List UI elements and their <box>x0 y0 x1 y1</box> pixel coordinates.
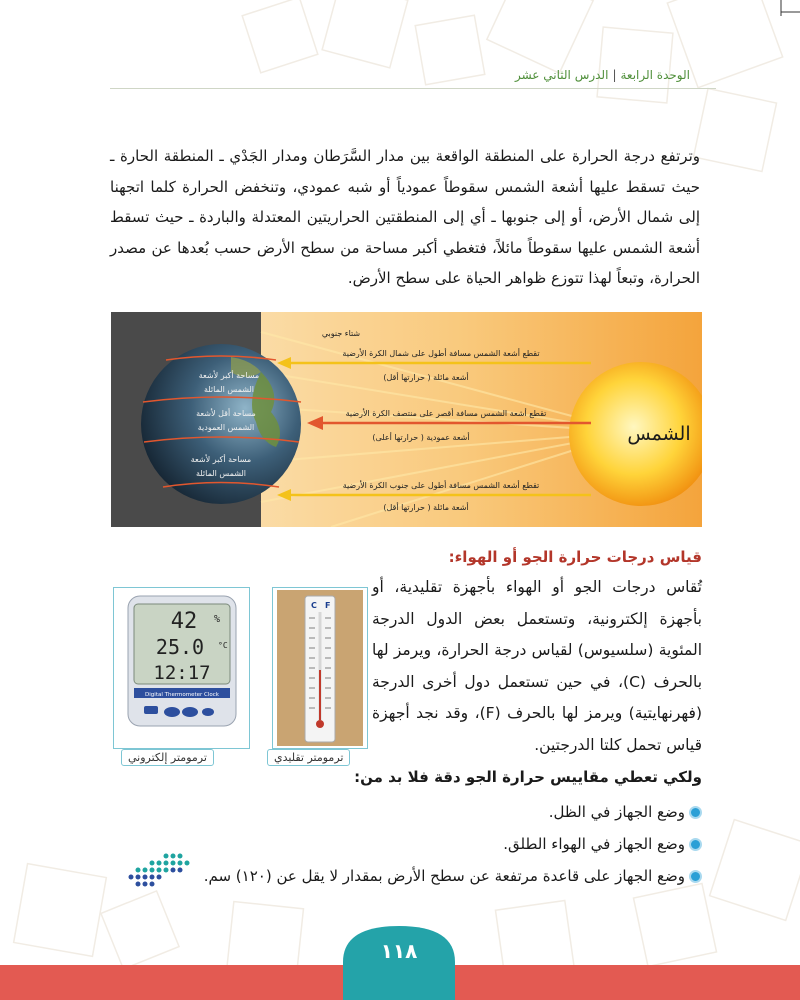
earth-south-label-2: الشمس المائلة <box>195 469 247 478</box>
list-item <box>204 860 702 892</box>
digital-thermometer-photo <box>113 587 250 749</box>
header-lesson: الدرس الثاني عشر <box>514 68 609 82</box>
accuracy-title: ولكي تعطي مقاييس حرارة الجو دقة فلا بد من: <box>354 768 702 786</box>
list-item-text: وضع الجهاز في الظل. <box>548 803 685 821</box>
corner-crop-mark <box>778 0 800 16</box>
analog-thermometer-caption: ترمومتر تقليدي <box>267 749 350 766</box>
header-unit: الوحدة الرابعة <box>620 68 690 82</box>
section-title: قياس درجات حرارة الجو أو الهواء: <box>448 548 702 566</box>
display-temp: 25.0 <box>155 635 205 659</box>
page-number-badge <box>343 926 455 1000</box>
earth-south-label-1: مساحة أكبر لأشعة <box>190 455 252 464</box>
digital-thermometer-caption: ترمومتر إلكتروني <box>121 749 214 766</box>
scale-f: F <box>325 601 331 610</box>
header-separator: | <box>612 68 617 82</box>
display-temp-unit: °C <box>218 641 228 650</box>
bullet-icon <box>689 870 702 883</box>
analog-thermometer-photo <box>272 587 368 749</box>
scale-c: C <box>311 601 317 610</box>
ministry-logo <box>126 852 196 888</box>
bullet-icon <box>689 806 702 819</box>
earth-north-label-1: مساحة أكبر لأشعة <box>198 371 260 380</box>
section-body: تُقاس درجات الجو أو الهواء بأجهزة تقليدية، أو بأجهزة إلكترونية، وتستعمل بعض الدول الدرجة المئوية (سلسيوس) لقياس درجة الحرارة، ويرمز لها بالحرف (C)، في حين تستعمل دول أخرى الدرجة (فهرنهايتية) ويرمز لها بالحرف (F)، وقد نجد أجهزة قياس تحمل كلتا الدرجتين. <box>372 578 703 754</box>
display-humidity: 42 <box>170 609 198 634</box>
device-brand: Digital Thermometer Clock <box>145 692 219 698</box>
earth-middle-label-1: مساحة أقل لأشعة <box>196 409 256 418</box>
display-humidity-unit: % <box>214 614 221 625</box>
earth-middle-label-2: الشمس العمودية <box>197 423 255 432</box>
running-header <box>515 68 690 82</box>
ray-north-label: تقطع أشعة الشمس مسافة أطول على شمال الكرة الأرضية <box>342 349 540 358</box>
ray-middle-sub: أشعة عمودية ( حرارتها أعلى) <box>372 433 470 442</box>
intro-paragraph: وترتفع درجة الحرارة على المنطقة الواقعة بين مدار السَّرَطان ومدار الجَدْي ـ المنطقة الحارة ـ حيث تسقط عليها أشعة الشمس سقوطاً عمودياً أو شبه عمودي، وتنخفض الحرارة كلما اتجهنا إلى شمال الأرض، أو إلى جنوبها ـ أي إلى المنطقتين الحراريتين المعتدلة والباردة ـ حيث تسقط أشعة الشمس عليها سقوطاً مائلاً، فتغطي أكبر مساحة من سطح الأرض حسب بُعدها عن مصدر الحرارة، وتبعاً لهذا تتوزع ظواهر الحياة على سطح الأرض. <box>110 147 700 287</box>
accuracy-list <box>204 796 702 892</box>
header-divider <box>110 88 716 89</box>
earth-north-label-2: الشمس المائلة <box>203 385 255 394</box>
bullet-icon <box>689 838 702 851</box>
list-item-text: وضع الجهاز في الهواء الطلق. <box>503 835 685 853</box>
ray-middle-label: تقطع أشعة الشمس مسافة أقصر على منتصف الكرة الأرضية <box>345 409 547 418</box>
sun-label: الشمس <box>627 423 691 445</box>
page-number: ١١٨ <box>380 939 418 963</box>
season-label: شتاء جنوبي <box>321 329 361 338</box>
list-item <box>204 828 702 860</box>
sun-earth-figure <box>111 312 702 527</box>
ray-north-sub: أشعة مائلة ( حرارتها أقل) <box>383 373 469 382</box>
display-time: 12:17 <box>153 662 211 684</box>
ray-south-label: تقطع أشعة الشمس مسافة أطول على جنوب الكرة الأرضية <box>342 481 540 490</box>
list-item <box>204 796 702 828</box>
list-item-text: وضع الجهاز على قاعدة مرتفعة عن سطح الأرض بمقدار لا يقل عن (١٢٠) سم. <box>203 867 685 885</box>
ray-south-sub: أشعة مائلة ( حرارتها أقل) <box>383 503 469 512</box>
